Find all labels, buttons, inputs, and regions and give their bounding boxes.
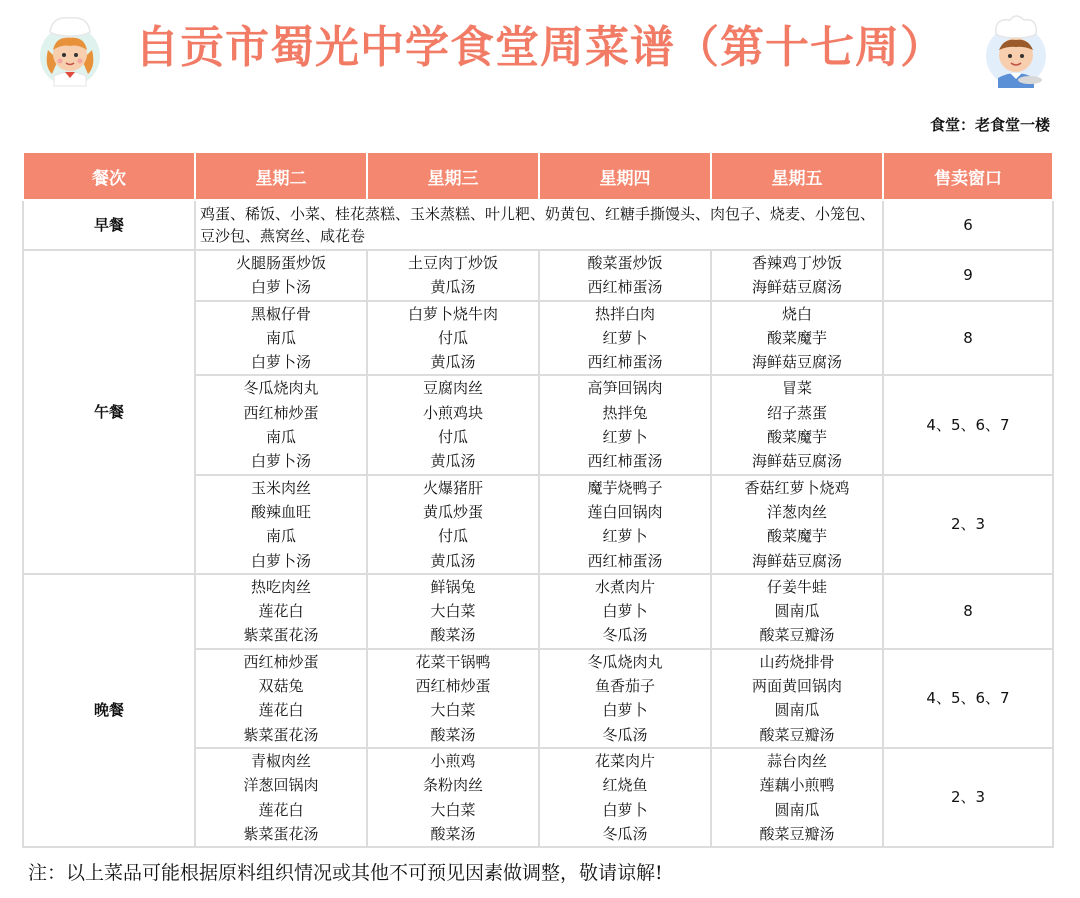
dish-item: 小煎鸡 xyxy=(430,751,476,770)
dish-item: 冬瓜汤 xyxy=(602,824,648,843)
dish-cell xyxy=(711,649,883,748)
dish-item: 海鲜菇豆腐汤 xyxy=(751,551,842,570)
table-header-row xyxy=(23,152,1053,200)
weekly-menu-table xyxy=(22,151,1054,848)
dish-item: 红萝卜 xyxy=(602,527,648,546)
dish-item: 黑椒仔骨 xyxy=(250,304,311,323)
dish-item: 酸菜汤 xyxy=(430,725,476,744)
dish-item: 西红柿蛋汤 xyxy=(587,353,663,372)
dish-item: 酸菜魔芋 xyxy=(766,428,827,447)
dish-cell xyxy=(711,250,883,301)
dish-item: 仔姜牛蛙 xyxy=(766,577,827,596)
dish-cell xyxy=(195,574,367,649)
dish-item: 豆腐肉丝 xyxy=(422,379,483,398)
dish-item: 青椒肉丝 xyxy=(250,751,311,770)
dish-cell xyxy=(195,649,367,748)
dish-item: 白萝卜汤 xyxy=(250,551,311,570)
dish-item: 黄瓜汤 xyxy=(430,353,476,372)
dish-item: 大白菜 xyxy=(430,800,476,819)
dish-item: 洋葱回锅肉 xyxy=(243,776,319,795)
dish-item: 南瓜 xyxy=(265,328,296,347)
canteen-location: 食堂：老食堂一楼 xyxy=(929,116,1050,134)
breakfast-items: 鸡蛋、稀饭、小菜、桂花蒸糕、玉米蒸糕、叶儿粑、奶黄包、红糖手撕馒头、肉包子、烧麦、小笼包、豆沙包、燕窝丝、咸花卷 xyxy=(195,200,883,250)
dish-item: 西红柿炒蛋 xyxy=(243,403,319,422)
dish-item: 冬瓜汤 xyxy=(602,725,648,744)
dish-item: 热拌兔 xyxy=(602,403,648,422)
dish-item: 黄瓜汤 xyxy=(430,452,476,471)
window-cell: 8 xyxy=(883,301,1053,376)
dish-cell xyxy=(539,250,711,301)
dish-item: 西红柿炒蛋 xyxy=(415,677,491,696)
dish-item: 土豆肉丁炒饭 xyxy=(407,254,498,272)
column-header-window: 售卖窗口 xyxy=(883,152,1053,200)
meal-label-dinner: 晚餐 xyxy=(23,574,195,847)
dish-item: 山药烧排骨 xyxy=(759,652,835,671)
window-cell: 4、5、6、7 xyxy=(883,649,1053,748)
dish-item: 西红柿蛋汤 xyxy=(587,278,663,297)
meal-label-lunch: 午餐 xyxy=(23,250,195,574)
dish-cell xyxy=(539,748,711,847)
dish-item: 魔芋烧鸭子 xyxy=(587,478,663,497)
window-cell: 6 xyxy=(883,200,1053,250)
dish-item: 莲花白 xyxy=(258,701,304,720)
dish-cell xyxy=(711,375,883,474)
dish-item: 白萝卜 xyxy=(602,800,648,819)
dish-item: 莲白回锅肉 xyxy=(587,502,663,521)
dish-item: 香辣鸡丁炒饭 xyxy=(751,254,842,272)
dish-cell xyxy=(195,475,367,574)
dish-item: 双菇兔 xyxy=(258,677,304,696)
dish-item: 酸菜蛋炒饭 xyxy=(587,254,663,272)
dish-cell xyxy=(539,375,711,474)
dish-item: 蒜台肉丝 xyxy=(766,751,827,770)
dish-item: 莲花白 xyxy=(258,602,304,621)
dish-item: 白萝卜汤 xyxy=(250,353,311,372)
dish-cell xyxy=(367,250,539,301)
dish-cell xyxy=(539,475,711,574)
dish-item: 玉米肉丝 xyxy=(250,478,311,497)
dish-cell xyxy=(539,649,711,748)
dish-item: 酸菜汤 xyxy=(430,626,476,645)
dish-item: 白萝卜 xyxy=(602,602,648,621)
dish-item: 南瓜 xyxy=(265,527,296,546)
column-header-tuesday: 星期二 xyxy=(195,152,367,200)
dish-item: 海鲜菇豆腐汤 xyxy=(751,353,842,372)
window-cell: 2、3 xyxy=(883,475,1053,574)
dish-item: 黄瓜汤 xyxy=(430,278,476,297)
dish-item: 花菜肉片 xyxy=(594,751,655,770)
page-title: 自贡市蜀光中学食堂周菜谱（第十七周） xyxy=(135,22,945,73)
dish-item: 大白菜 xyxy=(430,602,476,621)
dish-item: 黄瓜汤 xyxy=(430,551,476,570)
dish-item: 热吃肉丝 xyxy=(250,577,311,596)
window-cell: 8 xyxy=(883,574,1053,649)
window-cell: 4、5、6、7 xyxy=(883,375,1053,474)
dish-item: 红萝卜 xyxy=(602,328,648,347)
dish-item: 紫菜蛋花汤 xyxy=(243,626,319,645)
dish-item: 白萝卜 xyxy=(602,701,648,720)
dish-item: 西红柿蛋汤 xyxy=(587,452,663,471)
dish-cell xyxy=(195,748,367,847)
dish-item: 西红柿蛋汤 xyxy=(587,551,663,570)
dish-item: 烧白 xyxy=(781,304,812,323)
dish-cell xyxy=(367,574,539,649)
dish-item: 白萝卜汤 xyxy=(250,278,311,297)
dish-item: 两面黄回锅肉 xyxy=(751,677,842,696)
dish-item: 酸菜豆瓣汤 xyxy=(759,824,835,843)
dish-item: 冬瓜汤 xyxy=(602,626,648,645)
dish-item: 绍子蒸蛋 xyxy=(766,403,827,422)
dish-item: 南瓜 xyxy=(265,428,296,447)
dish-item: 海鲜菇豆腐汤 xyxy=(751,278,842,297)
dish-item: 白萝卜汤 xyxy=(250,452,311,471)
footer-note: 注：以上菜品可能根据原料组织情况或其他不可预见因素做调整，敬请谅解! xyxy=(28,862,663,884)
dish-item: 圆南瓜 xyxy=(774,701,820,720)
dish-item: 酸菜汤 xyxy=(430,824,476,843)
window-cell: 2、3 xyxy=(883,748,1053,847)
dish-cell xyxy=(711,574,883,649)
dish-cell xyxy=(711,301,883,376)
dish-item: 红烧鱼 xyxy=(602,776,648,795)
dish-item: 冬瓜烧肉丸 xyxy=(587,652,663,671)
dish-item: 圆南瓜 xyxy=(774,800,820,819)
meal-label-breakfast: 早餐 xyxy=(23,200,195,250)
chef-boy-icon xyxy=(980,10,1052,90)
dish-item: 香菇红萝卜烧鸡 xyxy=(744,478,850,497)
dish-item: 酸菜豆瓣汤 xyxy=(759,725,835,744)
dish-item: 鲜锅兔 xyxy=(430,577,476,596)
dish-item: 洋葱肉丝 xyxy=(766,502,827,521)
dish-cell xyxy=(539,301,711,376)
dish-item: 酸菜魔芋 xyxy=(766,527,827,546)
dish-item: 小煎鸡块 xyxy=(422,403,483,422)
dish-item: 冒菜 xyxy=(781,379,812,398)
dish-cell xyxy=(711,475,883,574)
dish-item: 条粉肉丝 xyxy=(422,776,483,795)
header xyxy=(0,10,1080,90)
column-header-wednesday: 星期三 xyxy=(367,152,539,200)
dish-item: 红萝卜 xyxy=(602,428,648,447)
dish-item: 紫菜蛋花汤 xyxy=(243,824,319,843)
dish-item: 海鲜菇豆腐汤 xyxy=(751,452,842,471)
dish-item: 冬瓜烧肉丸 xyxy=(243,379,319,398)
lunch-row xyxy=(23,250,1053,301)
dish-item: 花菜干锅鸭 xyxy=(415,652,491,671)
dish-cell xyxy=(367,748,539,847)
dish-item: 高笋回锅肉 xyxy=(587,379,663,398)
chef-girl-icon xyxy=(34,10,106,90)
dish-item: 黄瓜炒蛋 xyxy=(422,502,483,521)
dish-item: 鱼香茄子 xyxy=(594,677,655,696)
breakfast-row xyxy=(23,200,1053,250)
dish-item: 付瓜 xyxy=(437,527,468,546)
column-header-meal: 餐次 xyxy=(23,152,195,200)
dish-cell xyxy=(195,250,367,301)
dish-cell xyxy=(367,301,539,376)
dish-item: 莲藕小煎鸭 xyxy=(759,776,835,795)
dish-cell xyxy=(711,748,883,847)
dish-cell xyxy=(195,375,367,474)
dish-item: 紫菜蛋花汤 xyxy=(243,725,319,744)
dinner-row xyxy=(23,574,1053,649)
dish-cell xyxy=(367,649,539,748)
dish-item: 白萝卜烧牛肉 xyxy=(407,304,498,323)
dish-cell xyxy=(367,375,539,474)
dish-cell xyxy=(195,301,367,376)
dish-item: 水煮肉片 xyxy=(594,577,655,596)
column-header-friday: 星期五 xyxy=(711,152,883,200)
dish-item: 付瓜 xyxy=(437,328,468,347)
dish-cell xyxy=(367,475,539,574)
dish-item: 火腿肠蛋炒饭 xyxy=(235,254,326,272)
dish-item: 酸菜魔芋 xyxy=(766,328,827,347)
dish-item: 莲花白 xyxy=(258,800,304,819)
window-cell: 9 xyxy=(883,250,1053,301)
column-header-thursday: 星期四 xyxy=(539,152,711,200)
dish-item: 圆南瓜 xyxy=(774,602,820,621)
dish-item: 西红柿炒蛋 xyxy=(243,652,319,671)
dish-item: 酸辣血旺 xyxy=(250,502,311,521)
dish-item: 热拌白肉 xyxy=(594,304,655,323)
dish-item: 酸菜豆瓣汤 xyxy=(759,626,835,645)
dish-item: 付瓜 xyxy=(437,428,468,447)
dish-cell xyxy=(539,574,711,649)
dish-item: 火爆猪肝 xyxy=(422,478,483,497)
dish-item: 大白菜 xyxy=(430,701,476,720)
